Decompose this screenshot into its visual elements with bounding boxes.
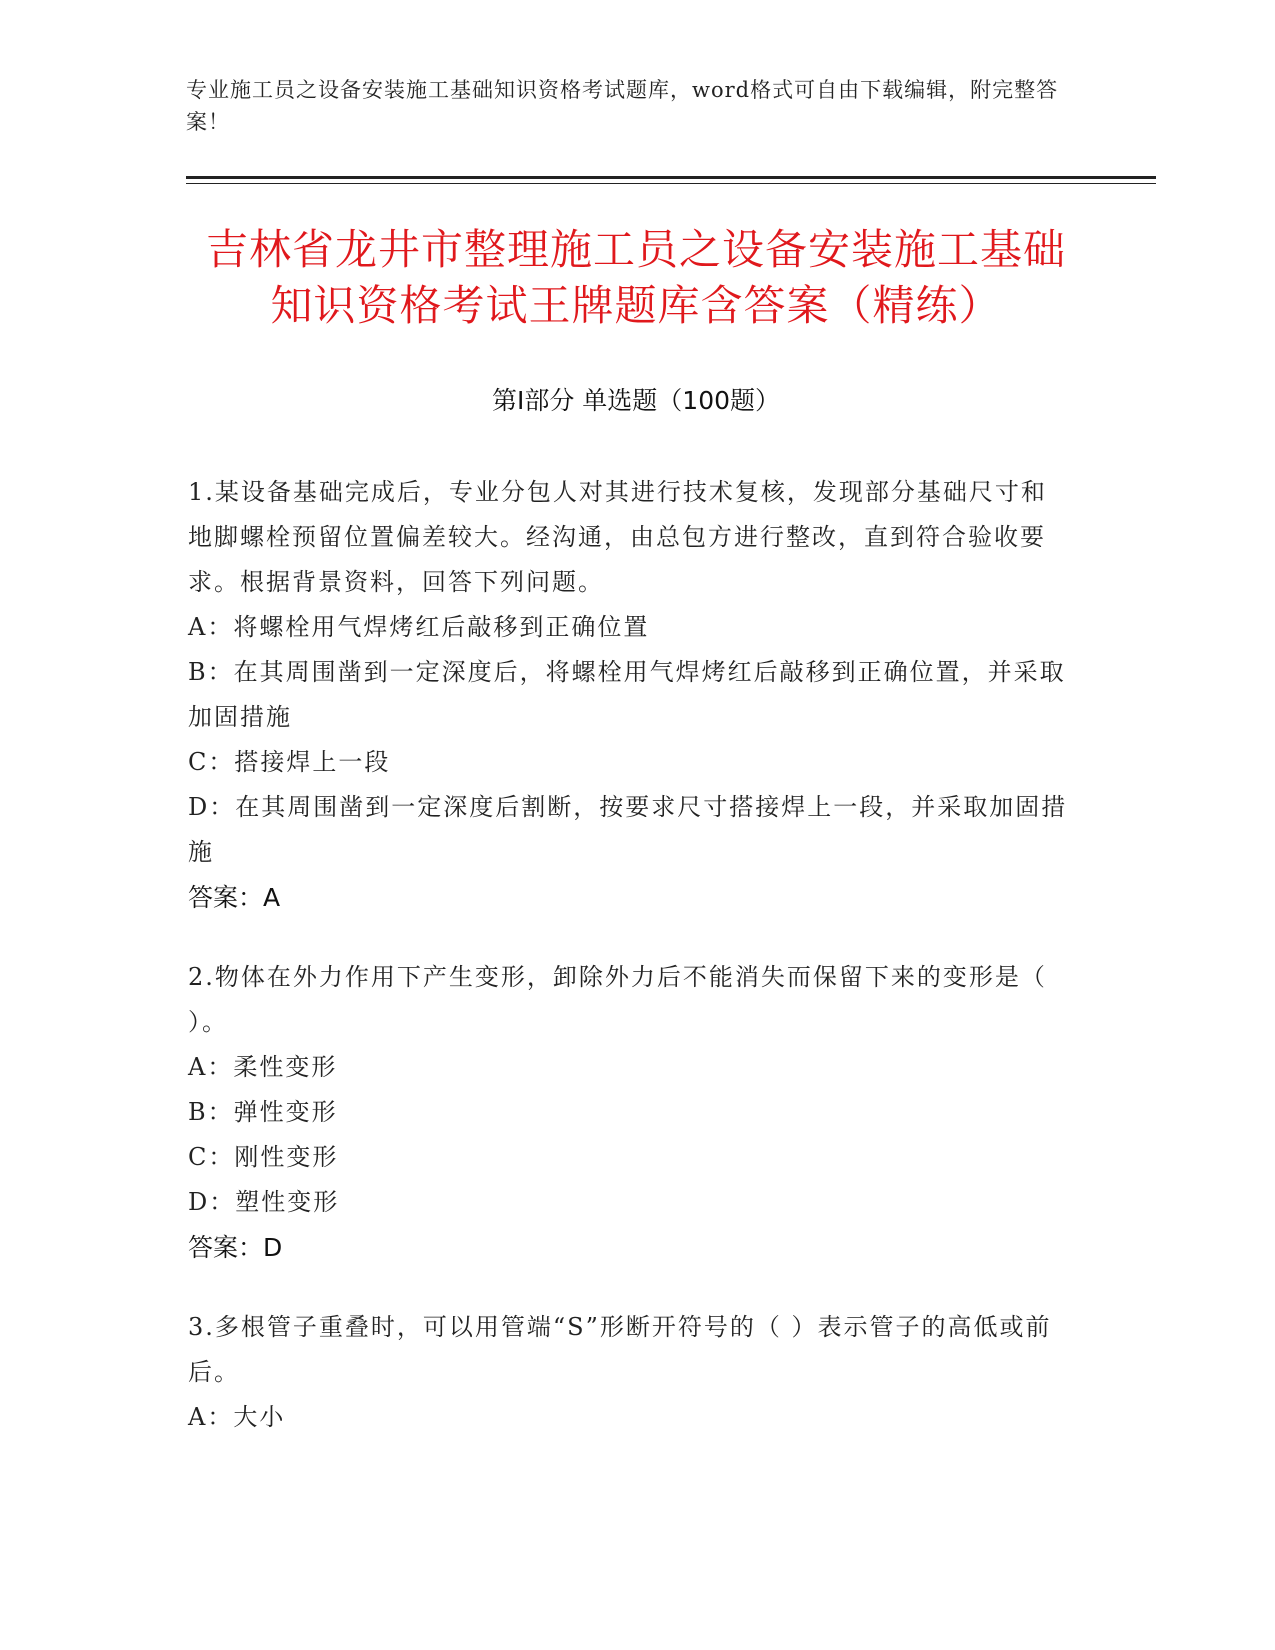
option-d: D：在其周围凿到一定深度后割断，按要求尺寸搭接焊上一段，并采取加固措施 [188,793,1068,866]
answer-label: 答案：D [188,1233,283,1262]
option-a: A：柔性变形 [188,1053,338,1081]
option-b: B：弹性变形 [188,1098,338,1126]
question-stem: 2.物体在外力作用下产生变形，卸除外力后不能消失而保留下来的变形是（ ）。 [188,963,1047,1036]
section-heading: 第Ⅰ部分 单选题（100题） [491,386,781,415]
option-b: B：在其周围凿到一定深度后，将螺栓用气焊烤红后敲移到正确位置，并采取加固措施 [188,658,1066,731]
option-c: C：刚性变形 [188,1143,339,1171]
option-a: A：大小 [188,1403,286,1431]
option-d: D：塑性变形 [188,1188,340,1216]
answer-label: 答案：A [188,883,281,912]
question-2 [188,955,1068,1271]
question-stem: 1.某设备基础完成后，专业分包人对其进行技术复核，发现部分基础尺寸和地脚螺栓预留位置偏差较大。经沟通，由总包方进行整改，直到符合验收要求。根据背景资料，回答下列问题。 [188,478,1047,596]
question-1 [188,470,1068,921]
option-c: C：搭接焊上一段 [188,748,391,776]
question-stem: 3.多根管子重叠时，可以用管端“S”形断开符号的（ ）表示管子的高低或前后。 [188,1313,1052,1386]
question-list [188,470,1068,1474]
question-3 [188,1305,1068,1440]
header-divider-thick [186,176,1156,179]
header-divider-thin [186,183,1156,184]
document-title: 吉林省龙井市整理施工员之设备安装施工基础知识资格考试王牌题库含答案（精练） [205,225,1066,330]
header-note: 专业施工员之设备安装施工基础知识资格考试题库，word格式可自由下载编辑，附完整答案！ [186,78,1059,134]
option-a: A：将螺栓用气焊烤红后敲移到正确位置 [188,613,650,641]
